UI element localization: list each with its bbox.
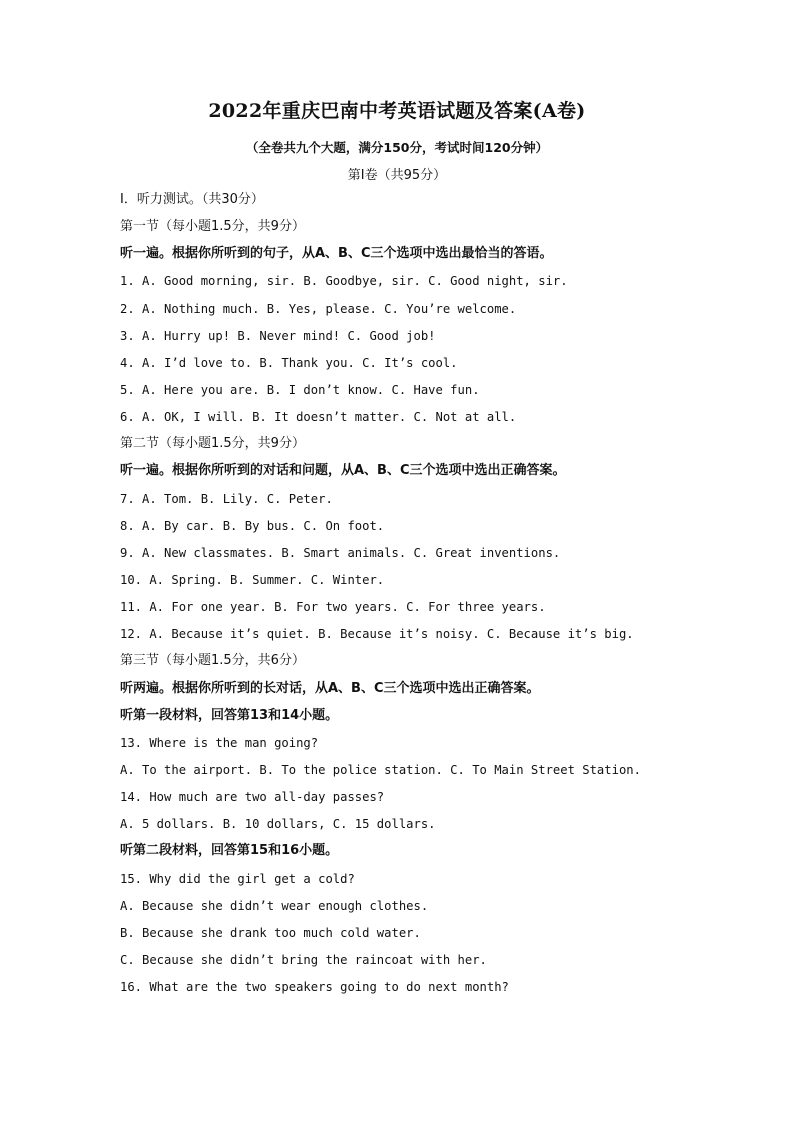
question-line: 6. A. OK, I will. B. It doesn’t matter. C. Not at all.: [120, 410, 517, 425]
question-line: 9. A. New classmates. B. Smart animals. C. Great inventions.: [120, 545, 561, 560]
question-line: C. Because she didn’t bring the raincoat with her.: [120, 952, 487, 967]
question-line: 5. A. Here you are. B. I don’t know. C. Have fun.: [120, 382, 480, 397]
question-line: B. Because she drank too much cold water.: [120, 925, 421, 940]
section-heading: 第二节（每小题1.5分，共9分）: [120, 436, 305, 452]
question-line: A. 5 dollars. B. 10 dollars, C. 15 dollars.: [120, 817, 436, 832]
question-line: 7. A. Tom. B. Lily. C. Peter.: [120, 491, 333, 506]
question-line: 2. A. Nothing much. B. Yes, please. C. You’re welcome.: [120, 301, 517, 316]
exam-instructions: （全卷共九个大题，满分150分，考试时间120分钟）: [245, 140, 549, 155]
question-line: 15. Why did the girl get a cold?: [120, 871, 355, 886]
question-line: A. To the airport. B. To the police station. C. To Main Street Station.: [120, 762, 641, 777]
question-line: 10. A. Spring. B. Summer. C. Winter.: [120, 572, 385, 587]
exam-content: [120, 190, 760, 1004]
question-line: 13. Where is the man going?: [120, 735, 319, 750]
question-line: 1. A. Good morning, sir. B. Goodbye, sir. C. Good night, sir.: [120, 274, 568, 289]
question-line: 8. A. By car. B. By bus. C. On foot.: [120, 518, 385, 533]
section-heading: 听两遍。根据你所听到的长对话，从A、B、C三个选项中选出正确答案。: [120, 680, 540, 696]
volume-heading: 第Ⅰ卷（共95分）: [347, 168, 447, 183]
question-line: 3. A. Hurry up! B. Never mind! C. Good job!: [120, 328, 436, 343]
section-heading: Ⅰ．听力测试。（共30分）: [120, 192, 264, 207]
section-heading: 听一遍。根据你所听到的句子，从A、B、C三个选项中选出最恰当的答语。: [120, 246, 553, 262]
section-heading: 第一节（每小题1.5分，共9分）: [120, 219, 305, 235]
question-line: 14. How much are two all-day passes?: [120, 790, 385, 805]
question-line: 11. A. For one year. B. For two years. C. For three years.: [120, 600, 546, 615]
page-title: 2022年重庆巴南中考英语试题及答案(A卷): [208, 100, 586, 122]
question-line: 12. A. Because it’s quiet. B. Because it’s noisy. C. Because it’s big.: [120, 627, 634, 642]
question-line: 4. A. I’d love to. B. Thank you. C. It’s cool.: [120, 355, 458, 370]
question-line: 16. What are the two speakers going to do next month?: [120, 980, 509, 995]
section-heading: 听第一段材料，回答第13和14小题。: [120, 707, 339, 723]
section-heading: 听第二段材料，回答第15和16小题。: [120, 843, 339, 859]
question-line: A. Because she didn’t wear enough clothes.: [120, 898, 429, 913]
section-heading: 第三节（每小题1.5分，共6分）: [120, 653, 305, 669]
section-heading: 听一遍。根据你所听到的对话和问题，从A、B、C三个选项中选出正确答案。: [120, 463, 566, 479]
